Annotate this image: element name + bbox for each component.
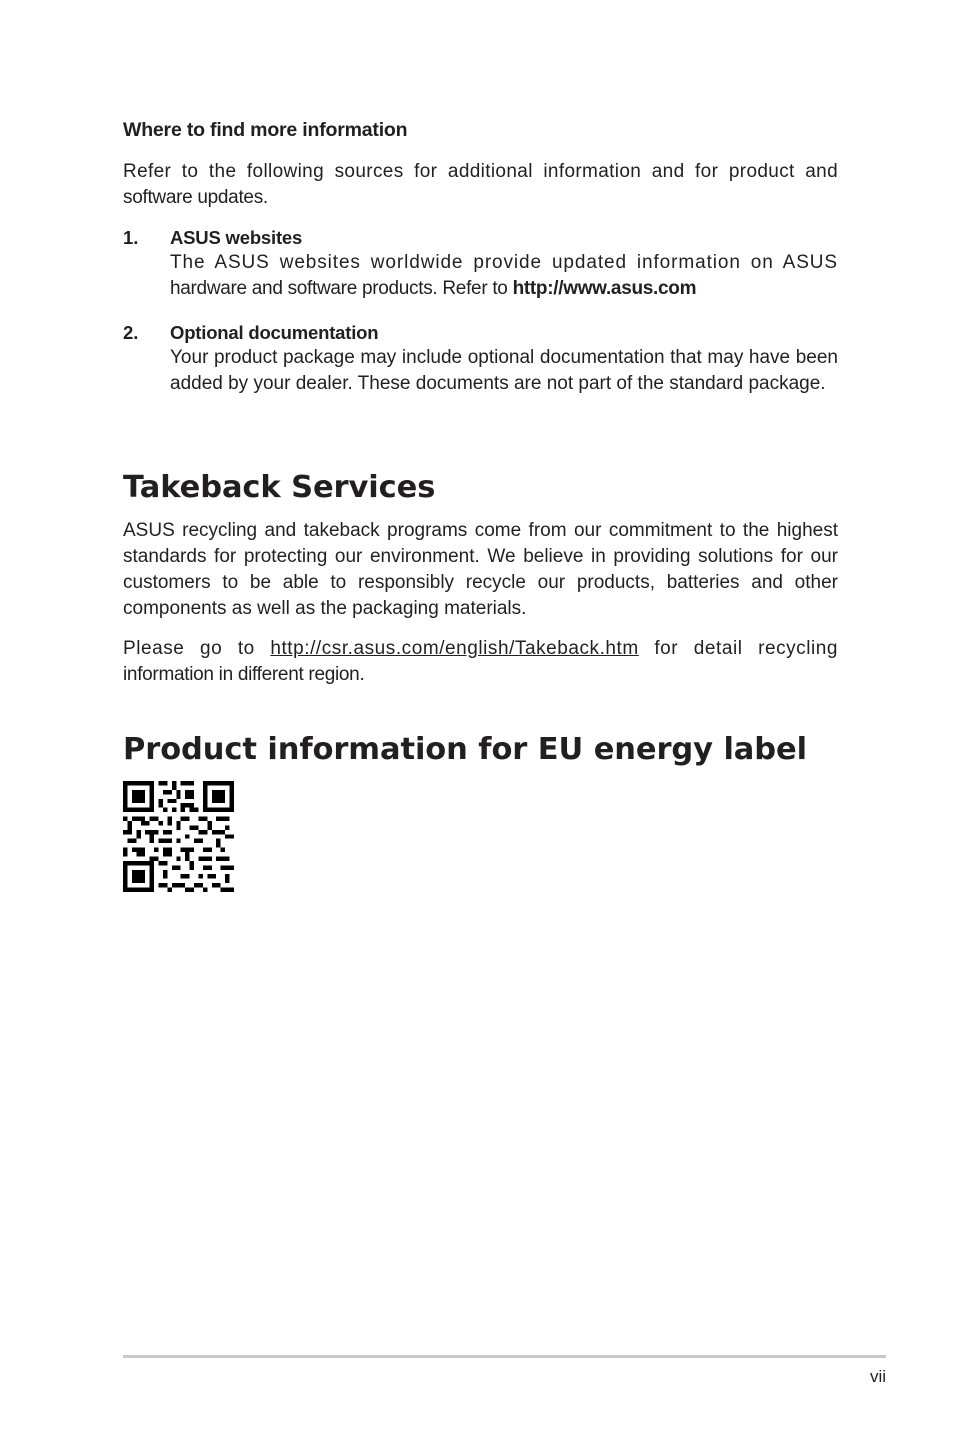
- takeback-link[interactable]: http://csr.asus.com/english/Takeback.htm: [270, 638, 639, 659]
- asus-website-link[interactable]: http://www.asus.com: [512, 278, 697, 299]
- intro-line-2: software updates.: [123, 187, 268, 208]
- qr-code-icon[interactable]: [123, 781, 234, 892]
- list-item-title: ASUS websites: [170, 227, 303, 248]
- list-item-body: [170, 250, 838, 302]
- list-item-body-line-2: hardware and software products. Refer to: [170, 278, 513, 299]
- takeback-heading: Takeback Services: [123, 470, 436, 505]
- intro-line-1: Refer to the following sources for additional information and for product and: [123, 161, 838, 182]
- takeback-goto-line-1: [123, 636, 838, 662]
- footer-divider: [123, 1355, 886, 1358]
- list-item-title: Optional documentation: [170, 322, 379, 343]
- list-item-number: 2.: [123, 322, 139, 343]
- takeback-paragraph: ASUS recycling and takeback programs come from our commitment to the highest standards for protecting our environment. We believe in providing solutions for our customers to be able to responsibly recycle our products, batteries and other components as well as the packaging materials.: [123, 520, 838, 619]
- page-number: vii: [869, 1367, 886, 1386]
- list-item-body: Your product package may include optional documentation that may have been added by your dealer. These documents are not part of the standard package.: [170, 347, 838, 394]
- where-to-find-intro: [123, 159, 838, 211]
- eu-energy-label-heading: Product information for EU energy label: [123, 732, 807, 767]
- goto-suffix: for detail recycling: [638, 638, 838, 659]
- list-item-body-line-1: The ASUS websites worldwide provide updated information on ASUS: [170, 252, 838, 273]
- list-item-number: 1.: [123, 227, 139, 248]
- takeback-goto-paragraph: [123, 636, 838, 688]
- takeback-goto-line-2: information in different region.: [123, 664, 365, 685]
- goto-prefix: Please go to: [123, 638, 271, 659]
- where-to-find-heading: Where to find more information: [123, 119, 408, 141]
